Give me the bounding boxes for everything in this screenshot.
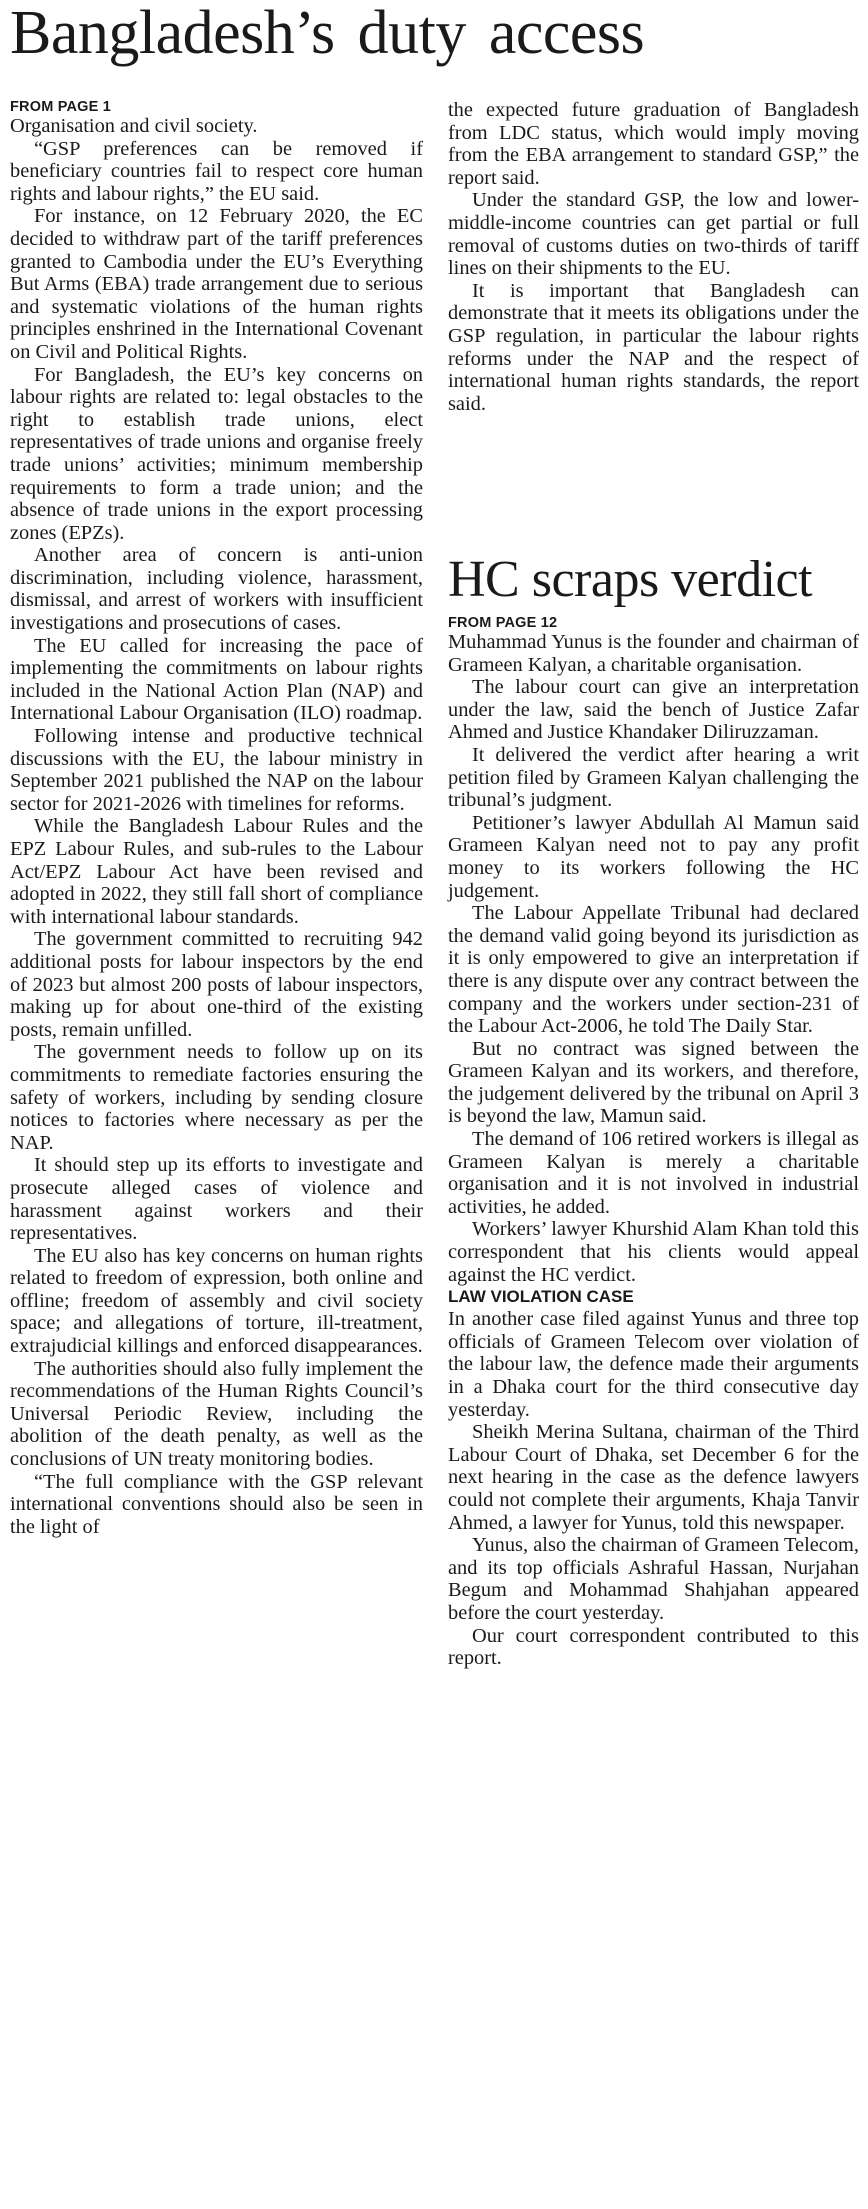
article1-paragraph: It should step up its efforts to investigate and prosecute alleged cases of violence and harassment against workers and their representatives. (10, 1154, 423, 1245)
article2-paragraph: Petitioner’s lawyer Abdullah Al Mamun said Grameen Kalyan need not to pay any profit money to its workers following the HC judgement. (448, 811, 859, 902)
article2-paragraph: Our court correspondent contributed to this report. (448, 1624, 859, 1670)
article2-paragraph: Sheikh Merina Sultana, chairman of the Third Labour Court of Dhaka, set December 6 for the next hearing in the case as the defence lawyers could not complete their arguments, Khaja Tanvir Ahmed, a lawyer for Yunus, told this newspaper. (448, 1421, 859, 1534)
article2-kicker: FROM PAGE 12 (448, 615, 558, 631)
article-headline-duty-access: Bangladesh’s duty access (10, 0, 645, 67)
article1-paragraph: The EU also has key concerns on human rights related to freedom of expression, both online and offline; freedom of assembly and civil society space; and allegations of torture, ill-treatment, extrajudicial killings and enforced disappearances. (10, 1244, 423, 1358)
article1-paragraph: the expected future graduation of Bangladesh from LDC status, which would imply moving from the EBA arrangement to standard GSP,” the report said. (448, 99, 859, 189)
article1-paragraph: Organisation and civil society. (10, 115, 258, 137)
article1-paragraph: Under the standard GSP, the low and lower-middle-income countries can get partial or full removal of customs duties on two-thirds of tariff lines on their shipments to the EU. (448, 189, 859, 280)
article1-kicker: FROM PAGE 1 (10, 99, 112, 115)
article2-column (448, 615, 859, 1670)
article1-paragraph: The government committed to recruiting 942 additional posts for labour inspectors by the end of 2023 but almost 200 posts of labour inspectors, making up for about one-third of the existing posts, remain unfilled. (10, 928, 423, 1041)
article1-paragraph: The authorities should also fully implement the recommendations of the Human Rights Council’s Universal Periodic Review, including the abolition of the death penalty, as well as the conclusions of UN treaty monitoring bodies. (10, 1357, 423, 1471)
article1-paragraph: While the Bangladesh Labour Rules and the EPZ Labour Rules, and sub-rules to the Labour Act/EPZ Labour Act have been revised and adopted in 2022, they still fall short of compliance with international labour standards. (10, 815, 423, 928)
article2-paragraph: The Labour Appellate Tribunal had declared the demand valid going beyond its jurisdiction as it is only empowered to give an interpretation if there is any dispute over any contract between the company and the workers under section-231 of the Labour Act-2006, he told The Daily Star. (448, 902, 859, 1038)
article2-paragraph: The demand of 106 retired workers is illegal as Grameen Kalyan is merely a charitable organisation and it is not involved in industrial activities, he added. (448, 1128, 859, 1218)
article1-left-column (10, 99, 423, 1538)
article1-right-column (448, 99, 859, 415)
article2-paragraph: It delivered the verdict after hearing a writ petition filed by Grameen Kalyan challenging the tribunal’s judgment. (448, 743, 859, 812)
article1-paragraph: “GSP preferences can be removed if beneficiary countries fail to respect core human rights and labour rights,” the EU said. (10, 137, 423, 205)
article2-paragraph: The labour court can give an interpretation under the law, said the bench of Justice Zafar Ahmed and Justice Khandaker Diliruzzaman. (448, 676, 859, 744)
article2-paragraph: But no contract was signed between the Grameen Kalyan and its workers, and therefore, the judgement delivered by the tribunal on April 3 is beyond the law, Mamun said. (448, 1037, 859, 1128)
article1-paragraph: Another area of concern is anti-union discrimination, including violence, harassment, dismissal, and arrest of workers with insufficient investigations and prosecutions of cases. (10, 544, 423, 635)
article-headline-hc-scraps-verdict: HC scraps verdict (448, 551, 813, 608)
article1-paragraph: For Bangladesh, the EU’s key concerns on labour rights are related to: legal obstacles to the right to establish trade unions, elect representatives of trade unions and organise freely trade unions’ activities; minimum membership requirements to form a trade union; and the absence of trade unions in the export processing zones (EPZs). (10, 363, 423, 544)
article2-paragraph: Yunus, also the chairman of Grameen Telecom, and its top officials Ashraful Hassan, Nurjahan Begum and Mohammad Shahjahan appeared before the court yesterday. (448, 1534, 859, 1624)
article1-paragraph: The EU called for increasing the pace of implementing the commitments on labour rights included in the National Action Plan (NAP) and International Labour Organisation (ILO) roadmap. (10, 634, 423, 725)
article1-paragraph: For instance, on 12 February 2020, the EC decided to withdraw part of the tariff preferences granted to Cambodia under the EU’s Everything But Arms (EBA) trade arrangement due to serious and systematic violations of the human rights principles enshrined in the International Covenant on Civil and Political Rights. (10, 205, 423, 363)
article2-subhead: LAW VIOLATION CASE (448, 1287, 634, 1307)
article2-paragraph: Workers’ lawyer Khurshid Alam Khan told this correspondent that his clients would appeal against the HC verdict. (448, 1218, 859, 1286)
article1-paragraph: It is important that Bangladesh can demonstrate that it meets its obligations under the GSP regulation, in particular the labour rights reforms under the NAP and the respect of international human rights standards, the report said. (448, 279, 859, 415)
article1-paragraph: Following intense and productive technical discussions with the EU, the labour ministry in September 2021 published the NAP on the labour sector for 2021-2026 with timelines for reforms. (10, 725, 423, 815)
article2-paragraph: In another case filed against Yunus and three top officials of Grameen Telecom over violation of the labour law, the defence made their arguments in a Dhaka court for the third consecutive day yesterday. (448, 1308, 859, 1421)
article2-paragraph: Muhammad Yunus is the founder and chairman of Grameen Kalyan, a charitable organisation. (448, 631, 859, 676)
article1-paragraph: “The full compliance with the GSP relevant international conventions should also be seen in the light of (10, 1470, 423, 1538)
article1-paragraph: The government needs to follow up on its commitments to remediate factories ensuring the safety of workers, including by sending closure notices to factories where necessary as per the NAP. (10, 1041, 423, 1154)
